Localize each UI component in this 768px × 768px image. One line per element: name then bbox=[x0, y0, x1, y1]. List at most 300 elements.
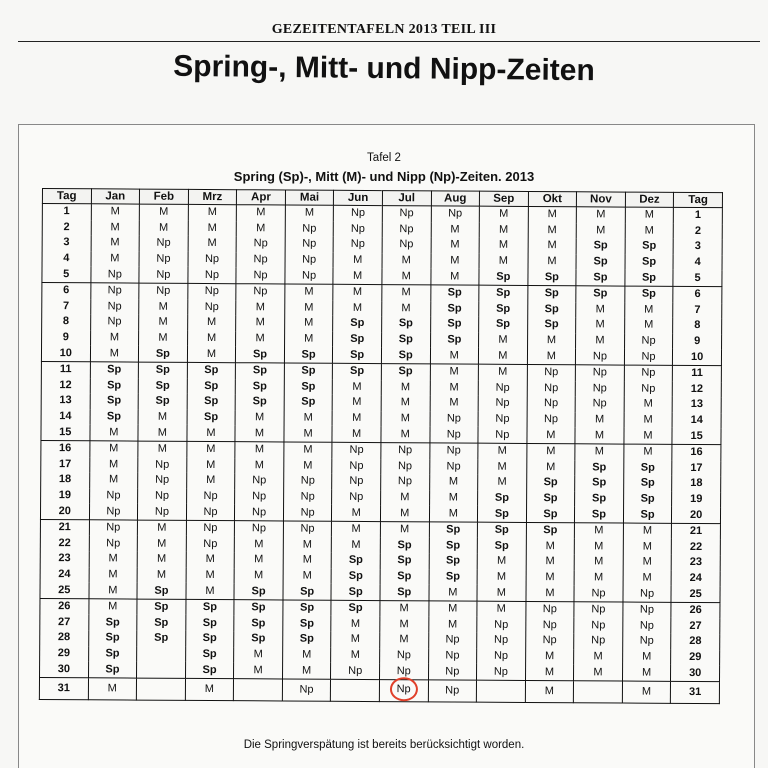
table-title: Spring (Sp)-, Mitt (M)- und Nipp (Np)-Zeiten. 2013 bbox=[233, 169, 535, 184]
tide-cell: M bbox=[429, 474, 478, 490]
day-cell: 11 bbox=[41, 361, 90, 377]
tide-cell: M bbox=[623, 523, 672, 539]
tide-cell: M bbox=[234, 662, 283, 678]
tide-cell: Sp bbox=[576, 238, 625, 254]
tide-cell: M bbox=[380, 617, 429, 633]
tide-cell: M bbox=[137, 567, 186, 583]
tide-cell: M bbox=[89, 551, 138, 567]
tide-cell: M bbox=[477, 585, 526, 601]
tide-cell: Sp bbox=[526, 522, 575, 538]
day-cell: 1 bbox=[42, 204, 91, 220]
tide-cell: M bbox=[91, 220, 140, 236]
tide-cell: Np bbox=[89, 504, 138, 520]
tide-cell: Np bbox=[138, 488, 187, 504]
tide-cell: Sp bbox=[623, 507, 672, 523]
tide-cell: Np bbox=[477, 648, 526, 664]
day-cell: 22 bbox=[40, 535, 89, 551]
tide-cell: M bbox=[283, 568, 332, 584]
tide-cell: M bbox=[625, 223, 674, 239]
tide-cell: Np bbox=[382, 237, 431, 253]
tide-cell: Sp bbox=[625, 286, 674, 302]
tide-cell: M bbox=[89, 441, 138, 457]
tide-cell: Np bbox=[186, 536, 235, 552]
tide-cell: Sp bbox=[333, 363, 382, 379]
tide-cell: Np bbox=[575, 396, 624, 412]
day-cell: 28 bbox=[40, 630, 89, 646]
tide-cell: M bbox=[187, 441, 236, 457]
tide-cell: Sp bbox=[528, 269, 577, 285]
tide-cell: M bbox=[575, 444, 624, 460]
tide-cell: Sp bbox=[623, 476, 672, 492]
tide-cell: M bbox=[284, 458, 333, 474]
day-cell: 17 bbox=[672, 460, 721, 476]
tide-cell: M bbox=[234, 568, 283, 584]
tide-cell: M bbox=[333, 268, 382, 284]
tide-cell: Sp bbox=[479, 301, 528, 317]
tide-cell: Sp bbox=[625, 270, 674, 286]
day-cell: 5 bbox=[673, 270, 722, 286]
tide-cell: M bbox=[186, 583, 235, 599]
day-cell: 26 bbox=[40, 598, 89, 614]
tide-cell: Np bbox=[89, 536, 138, 552]
tide-cell: Np bbox=[283, 521, 332, 537]
tide-cell: M bbox=[478, 475, 527, 491]
tide-cell: Sp bbox=[284, 363, 333, 379]
tide-cell: M bbox=[525, 649, 574, 665]
tide-cell: Sp bbox=[137, 615, 186, 631]
day-cell: 23 bbox=[671, 555, 720, 571]
tide-cell: M bbox=[186, 552, 235, 568]
tide-cell: Sp bbox=[429, 522, 478, 538]
tide-cell: M bbox=[624, 318, 673, 334]
tide-cell: Sp bbox=[90, 362, 139, 378]
tide-cell: Np bbox=[236, 268, 285, 284]
tide-cell: M bbox=[479, 332, 528, 348]
tide-cell: Sp bbox=[333, 347, 382, 363]
tide-cell: M bbox=[528, 238, 577, 254]
tide-cell: Np bbox=[429, 427, 478, 443]
tide-cell: M bbox=[137, 536, 186, 552]
tide-cell: M bbox=[478, 459, 527, 475]
day-cell: 15 bbox=[41, 424, 90, 440]
tide-cell: Sp bbox=[186, 599, 235, 615]
tide-cell: Np bbox=[527, 364, 576, 380]
tide-cell bbox=[379, 679, 428, 701]
tide-cell: Sp bbox=[88, 615, 137, 631]
tide-cell: Np bbox=[382, 222, 431, 238]
tide-cell: Np bbox=[282, 679, 331, 701]
circled-cell-marker: Np bbox=[390, 677, 418, 701]
tide-cell: Np bbox=[331, 663, 380, 679]
tide-cell: M bbox=[88, 678, 137, 700]
tide-cell: Np bbox=[478, 427, 527, 443]
tide-cell: Sp bbox=[139, 346, 188, 362]
column-header-nov: Nov bbox=[577, 192, 626, 207]
tide-cell: Sp bbox=[575, 475, 624, 491]
tide-cell: M bbox=[576, 333, 625, 349]
tide-cell: Np bbox=[187, 299, 236, 315]
tide-cell: Sp bbox=[234, 616, 283, 632]
tide-cell: M bbox=[574, 539, 623, 555]
tide-cell: Np bbox=[431, 206, 480, 222]
tide-cell: Sp bbox=[575, 460, 624, 476]
tide-cell: Sp bbox=[187, 410, 236, 426]
tide-cell: Np bbox=[334, 221, 383, 237]
tide-cell: M bbox=[624, 444, 673, 460]
day-cell: 12 bbox=[41, 378, 90, 394]
tide-cell: M bbox=[574, 554, 623, 570]
day-cell: 14 bbox=[672, 413, 721, 429]
column-header-tag-right: Tag bbox=[674, 192, 723, 207]
tide-cell: Np bbox=[186, 520, 235, 536]
tide-cell: Sp bbox=[380, 584, 429, 600]
tide-cell: Np bbox=[428, 648, 477, 664]
tide-cell: Sp bbox=[430, 332, 479, 348]
tide-cell: M bbox=[428, 585, 477, 601]
day-cell: 29 bbox=[671, 649, 720, 665]
tide-cell: Np bbox=[90, 314, 139, 330]
tide-cell: Np bbox=[623, 602, 672, 618]
tide-cell: M bbox=[526, 570, 575, 586]
day-cell: 13 bbox=[41, 393, 90, 409]
tide-cell: M bbox=[526, 459, 575, 475]
tide-cell: Sp bbox=[284, 395, 333, 411]
tide-cell: M bbox=[622, 681, 671, 703]
tide-cell: M bbox=[285, 205, 334, 221]
tide-cell: M bbox=[188, 204, 237, 220]
tide-cell: M bbox=[479, 206, 528, 222]
page-title: Spring-, Mitt- und Nipp-Zeiten bbox=[173, 49, 595, 88]
tide-cell: Np bbox=[428, 632, 477, 648]
tide-cell: M bbox=[431, 238, 480, 254]
tide-cell: Np bbox=[381, 442, 430, 458]
tide-cell: Np bbox=[332, 474, 381, 490]
day-cell: 25 bbox=[40, 582, 89, 598]
tide-cell: M bbox=[382, 253, 431, 269]
tide-cell: Np bbox=[285, 237, 334, 253]
tide-cell: Sp bbox=[479, 285, 528, 301]
tide-cell: Np bbox=[622, 634, 671, 650]
tide-cell: M bbox=[477, 569, 526, 585]
tide-cell: Np bbox=[285, 252, 334, 268]
tide-cell: Sp bbox=[137, 599, 186, 615]
tide-cell: Sp bbox=[187, 362, 236, 378]
tide-cell: Sp bbox=[283, 584, 332, 600]
day-cell: 1 bbox=[674, 207, 723, 223]
tide-cell: M bbox=[139, 315, 188, 331]
tide-cell: M bbox=[186, 457, 235, 473]
column-header-jul: Jul bbox=[382, 191, 431, 206]
tide-cell: M bbox=[187, 331, 236, 347]
tide-cell: M bbox=[430, 348, 479, 364]
day-cell: 23 bbox=[40, 551, 89, 567]
tide-cell: Np bbox=[527, 412, 576, 428]
tide-cell: Np bbox=[526, 601, 575, 617]
tide-cell: Np bbox=[576, 349, 625, 365]
tide-cell: Sp bbox=[429, 553, 478, 569]
tide-cell: M bbox=[528, 223, 577, 239]
day-cell: 14 bbox=[41, 409, 90, 425]
tide-cell: M bbox=[575, 428, 624, 444]
tide-cell: M bbox=[623, 570, 672, 586]
tide-cell: M bbox=[235, 410, 284, 426]
tide-cell: M bbox=[528, 206, 577, 222]
day-cell: 10 bbox=[41, 345, 90, 361]
tide-cell: M bbox=[574, 664, 623, 680]
tide-cell: Np bbox=[527, 396, 576, 412]
tide-cell: Np bbox=[332, 442, 381, 458]
tide-cell: M bbox=[332, 410, 381, 426]
tide-cell: M bbox=[236, 331, 285, 347]
day-cell: 21 bbox=[40, 519, 89, 535]
tide-cell bbox=[574, 681, 623, 703]
day-cell: 7 bbox=[673, 302, 722, 318]
day-cell: 30 bbox=[671, 665, 720, 681]
tide-cell: Sp bbox=[234, 600, 283, 616]
tide-cell: Sp bbox=[235, 379, 284, 395]
table-number: Tafel 2 bbox=[367, 152, 401, 164]
tide-cell: M bbox=[235, 458, 284, 474]
tide-cell: Sp bbox=[477, 538, 526, 554]
tide-cell: M bbox=[234, 552, 283, 568]
day-cell: 12 bbox=[673, 381, 722, 397]
tide-cell: Sp bbox=[90, 409, 139, 425]
day-cell: 16 bbox=[672, 444, 721, 460]
tide-cell: M bbox=[430, 395, 479, 411]
tide-cell: M bbox=[381, 490, 430, 506]
day-cell: 16 bbox=[41, 440, 90, 456]
tide-cell: Np bbox=[334, 205, 383, 221]
tide-cell: Np bbox=[186, 489, 235, 505]
tide-cell: Sp bbox=[575, 507, 624, 523]
tide-cell: Np bbox=[236, 236, 285, 252]
tide-cell: Sp bbox=[185, 631, 234, 647]
day-cell: 24 bbox=[671, 571, 720, 587]
tide-cell: M bbox=[381, 411, 430, 427]
tide-cell: Sp bbox=[430, 301, 479, 317]
tide-cell: M bbox=[428, 617, 477, 633]
tide-cell: Sp bbox=[90, 393, 139, 409]
tide-cell: Np bbox=[188, 283, 237, 299]
tide-cell: Sp bbox=[575, 491, 624, 507]
tide-cell: Sp bbox=[576, 286, 625, 302]
tide-cell: Sp bbox=[284, 379, 333, 395]
tide-cell: Sp bbox=[187, 378, 236, 394]
tide-cell: Np bbox=[429, 459, 478, 475]
tide-cell: M bbox=[139, 330, 188, 346]
day-cell: 18 bbox=[672, 476, 721, 492]
tide-cell: Sp bbox=[138, 394, 187, 410]
tide-cell: Sp bbox=[331, 568, 380, 584]
tide-cell: Sp bbox=[283, 600, 332, 616]
tide-cell: Sp bbox=[526, 506, 575, 522]
tide-cell: Sp bbox=[479, 317, 528, 333]
tide-cell: M bbox=[332, 426, 381, 442]
day-cell: 6 bbox=[673, 286, 722, 302]
tide-cell: M bbox=[332, 537, 381, 553]
tide-cell: M bbox=[623, 555, 672, 571]
tide-cell: M bbox=[624, 397, 673, 413]
tide-cell: M bbox=[284, 442, 333, 458]
tide-cell: M bbox=[282, 647, 331, 663]
tide-cell: Sp bbox=[185, 615, 234, 631]
tide-cell: Np bbox=[138, 504, 187, 520]
tide-cell: Sp bbox=[576, 270, 625, 286]
tide-cell: Sp bbox=[333, 332, 382, 348]
tide-cell bbox=[476, 680, 525, 702]
tide-cell: Sp bbox=[479, 269, 528, 285]
day-cell: 27 bbox=[40, 614, 89, 630]
tide-cell: Np bbox=[139, 251, 188, 267]
tide-cell: Np bbox=[283, 489, 332, 505]
tide-cell: Sp bbox=[236, 347, 285, 363]
tide-cell: Sp bbox=[380, 553, 429, 569]
tide-cell: Sp bbox=[138, 378, 187, 394]
tide-cell: M bbox=[139, 204, 188, 220]
column-header-mai: Mai bbox=[285, 190, 334, 205]
tide-cell: Sp bbox=[185, 647, 234, 663]
column-header-tag-left: Tag bbox=[42, 189, 91, 204]
tide-cell: M bbox=[235, 537, 284, 553]
tide-cell: Np bbox=[332, 458, 381, 474]
tide-cell: M bbox=[284, 410, 333, 426]
tide-cell: Sp bbox=[430, 317, 479, 333]
tide-cell: Sp bbox=[527, 317, 576, 333]
tide-cell: Sp bbox=[283, 632, 332, 648]
tide-cell: M bbox=[478, 443, 527, 459]
tide-cell: M bbox=[88, 599, 137, 615]
tide-cell: M bbox=[91, 204, 140, 220]
day-cell: 15 bbox=[672, 428, 721, 444]
tide-cell: M bbox=[333, 300, 382, 316]
tide-cell: M bbox=[333, 284, 382, 300]
tide-cell bbox=[234, 678, 283, 700]
tide-cell: Np bbox=[428, 680, 477, 702]
tide-cell: Np bbox=[380, 648, 429, 664]
tide-cell: Sp bbox=[430, 285, 479, 301]
tide-cell: M bbox=[236, 221, 285, 237]
tide-cell: Sp bbox=[478, 506, 527, 522]
tide-cell: M bbox=[380, 600, 429, 616]
tide-cell: Sp bbox=[382, 316, 431, 332]
tide-cell: Np bbox=[430, 411, 479, 427]
tide-cell: M bbox=[185, 678, 234, 700]
day-cell: 26 bbox=[671, 602, 720, 618]
tide-cell: Np bbox=[333, 237, 382, 253]
tide-cell: M bbox=[430, 269, 479, 285]
tide-cell: Np bbox=[381, 474, 430, 490]
day-cell: 2 bbox=[42, 220, 91, 236]
tide-cell: Sp bbox=[187, 394, 236, 410]
tide-cell: Sp bbox=[477, 522, 526, 538]
tide-cell: Np bbox=[525, 633, 574, 649]
tide-cell: M bbox=[333, 379, 382, 395]
tide-cell bbox=[137, 662, 186, 678]
tide-cell: Sp bbox=[429, 538, 478, 554]
tide-cell: Sp bbox=[623, 491, 672, 507]
column-header-okt: Okt bbox=[528, 191, 577, 206]
tide-cell: M bbox=[333, 395, 382, 411]
tide-cell: Np bbox=[382, 206, 431, 222]
tide-cell: Np bbox=[623, 586, 672, 602]
tide-cell: Sp bbox=[381, 364, 430, 380]
day-cell: 30 bbox=[40, 661, 89, 677]
header-rule bbox=[18, 41, 760, 42]
tide-cell: M bbox=[138, 425, 187, 441]
tide-cell: M bbox=[382, 301, 431, 317]
tide-cell: Np bbox=[624, 365, 673, 381]
tide-cell: Np bbox=[574, 618, 623, 634]
tide-cell: M bbox=[430, 364, 479, 380]
tide-cell: M bbox=[624, 302, 673, 318]
column-header-dez: Dez bbox=[625, 192, 674, 207]
tide-cell: M bbox=[479, 253, 528, 269]
tide-cell: Sp bbox=[88, 662, 137, 678]
column-header-mrz: Mrz bbox=[188, 189, 237, 204]
tide-cell: M bbox=[283, 537, 332, 553]
tide-cell: Sp bbox=[380, 569, 429, 585]
tide-cell: Np bbox=[139, 236, 188, 252]
tide-table-wrapper bbox=[39, 188, 723, 704]
tide-cell: M bbox=[235, 425, 284, 441]
day-cell: 17 bbox=[41, 456, 90, 472]
tide-cell: M bbox=[139, 220, 188, 236]
tide-cell: M bbox=[576, 207, 625, 223]
day-cell: 9 bbox=[673, 334, 722, 350]
tide-cell: M bbox=[381, 426, 430, 442]
tide-cell: M bbox=[625, 207, 674, 223]
tide-cell: M bbox=[89, 567, 138, 583]
day-cell: 8 bbox=[673, 318, 722, 334]
tide-cell: Np bbox=[139, 283, 188, 299]
tide-cell: M bbox=[381, 380, 430, 396]
day-cell: 9 bbox=[42, 330, 91, 346]
day-cell: 25 bbox=[671, 586, 720, 602]
tide-cell: M bbox=[284, 316, 333, 332]
tide-cell: M bbox=[137, 552, 186, 568]
tide-cell: M bbox=[237, 205, 286, 221]
tide-cell: Np bbox=[138, 473, 187, 489]
tide-cell: Np bbox=[285, 221, 334, 237]
tide-cell: M bbox=[331, 616, 380, 632]
tide-cell: Sp bbox=[478, 490, 527, 506]
tide-cell bbox=[331, 679, 380, 701]
tide-cell: M bbox=[90, 425, 139, 441]
tide-cell: Np bbox=[188, 252, 237, 268]
day-cell: 7 bbox=[42, 299, 91, 315]
tide-cell: M bbox=[332, 505, 381, 521]
tide-cell: M bbox=[138, 409, 187, 425]
tide-cell: Sp bbox=[234, 631, 283, 647]
tide-cell: Sp bbox=[625, 254, 674, 270]
tide-cell: Np bbox=[235, 521, 284, 537]
tide-cell: M bbox=[429, 490, 478, 506]
tide-cell: Sp bbox=[138, 362, 187, 378]
tide-cell: M bbox=[187, 315, 236, 331]
tide-cell: Sp bbox=[332, 553, 381, 569]
day-cell: 3 bbox=[673, 239, 722, 255]
day-cell: 24 bbox=[40, 567, 89, 583]
tide-cell: M bbox=[380, 505, 429, 521]
tide-cell: Np bbox=[138, 457, 187, 473]
tide-cell: Np bbox=[89, 488, 138, 504]
tide-cell: M bbox=[525, 664, 574, 680]
tide-cell: Np bbox=[574, 586, 623, 602]
tide-cell: Sp bbox=[235, 394, 284, 410]
tide-cell: Np bbox=[188, 267, 237, 283]
tide-cell: M bbox=[622, 665, 671, 681]
tide-cell: Sp bbox=[526, 475, 575, 491]
